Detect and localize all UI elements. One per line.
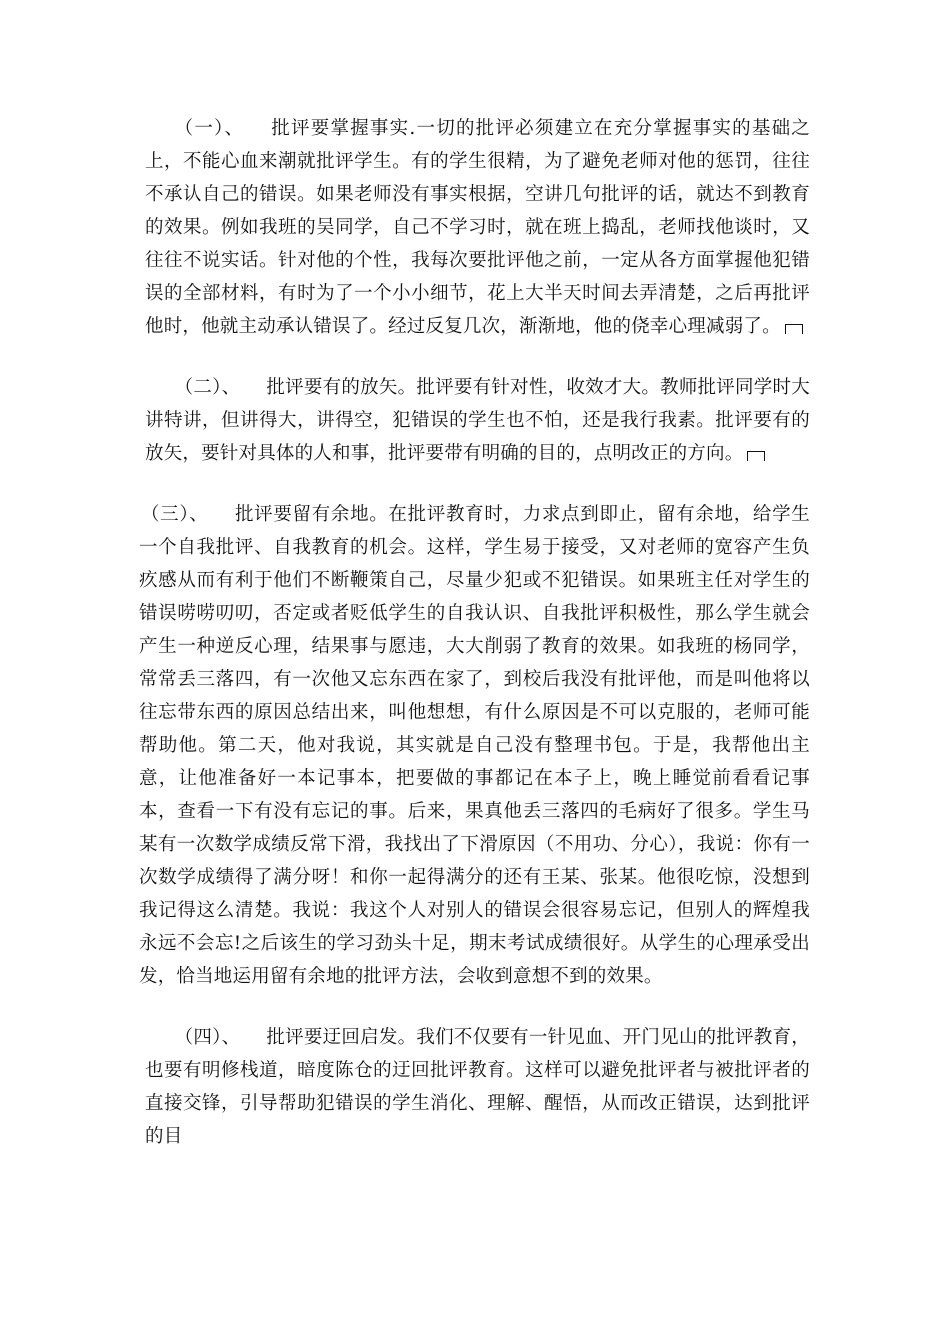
bracket-mark-icon	[785, 324, 803, 334]
section-4-label: （四）、	[174, 1027, 241, 1048]
section-1	[145, 112, 810, 343]
section-2	[145, 371, 810, 470]
section-2-label: （二）、	[174, 377, 241, 398]
section-4	[145, 1021, 810, 1153]
section-3	[139, 498, 810, 993]
section-3-label: （三）、	[141, 504, 209, 525]
section-1-text: 批评要掌握事实.一切的批评必须建立在充分掌握事实的基础之上，不能心血来潮就批评学生。有的学生很精，为了避免老师对他的惩罚，往往不承认自己的错误。如果老师没有事实根据，空讲几句批评的话，就达不到教育的效果。例如我班的吴同学，自己不学习时，就在班上捣乱，老师找他谈时，又往往不说实话。针对他的个性，我每次要批评他之前，一定从各方面掌握他犯错误的全部材料，有时为了一个小小细节，花上大半天时间去弄清楚，之后再批评他时，他就主动承认错误了。经过反复几次，渐渐地，他的侥幸心理减弱了。	[145, 118, 811, 337]
section-3-text: 批评要留有余地。在批评教育时，力求点到即止，留有余地，给学生一个自我批评、自我教育的机会。这样，学生易于接受，又对老师的宽容产生负疚感从而有利于他们不断鞭策自己，尽量少犯或不犯错误。如果班主任对学生的错误唠唠叨叨，否定或者贬低学生的自我认识、自我批评积极性，那么学生就会产生一种逆反心理，结果事与愿违，大大削弱了教育的效果。如我班的杨同学，常常丢三落四，有一次他又忘东西在家了，到校后我没有批评他，而是叫他将以往忘带东西的原因总结出来，叫他想想，有什么原因是不可以克服的，老师可能帮助他。第二天，他对我说，其实就是自己没有整理书包。于是，我帮他出主意，让他准备好一本记事本，把要做的事都记在本子上，晚上睡觉前看看记事本，查看一下有没有忘记的事。后来，果真他丢三落四的毛病好了很多。学生马某有一次数学成绩反常下滑，我找出了下滑原因（不用功、分心），我说：你有一次数学成绩得了满分呀！和你一起得满分的还有王某、张某。他很吃惊，没想到我记得这么清楚。我说：我这个人对别人的错误会很容易忘记，但别人的辉煌我永远不会忘!之后该生的学习劲头十足，期末考试成绩很好。从学生的心理承受出发，恰当地运用留有余地的批评方法，会收到意想不到的效果。	[139, 504, 810, 987]
bracket-mark-icon	[747, 451, 765, 461]
section-2-text: 批评要有的放矢。批评要有针对性，收效才大。教师批评同学时大讲特讲，但讲得大，讲得空，犯错误的学生也不怕，还是我行我素。批评要有的放矢，要针对具体的人和事，批评要带有明确的目的，点明改正的方向。	[145, 377, 810, 464]
section-4-text: 批评要迂回启发。我们不仅要有一针见血、开门见山的批评教育，也要有明修栈道，暗度陈仓的迂回批评教育。这样可以避免批评者与被批评者的直接交锋，引导帮助犯错误的学生消化、理解、醒悟，从而改正错误，达到批评的目	[145, 1027, 810, 1147]
document-body	[139, 112, 811, 1153]
section-1-label: （一）、	[174, 118, 245, 139]
